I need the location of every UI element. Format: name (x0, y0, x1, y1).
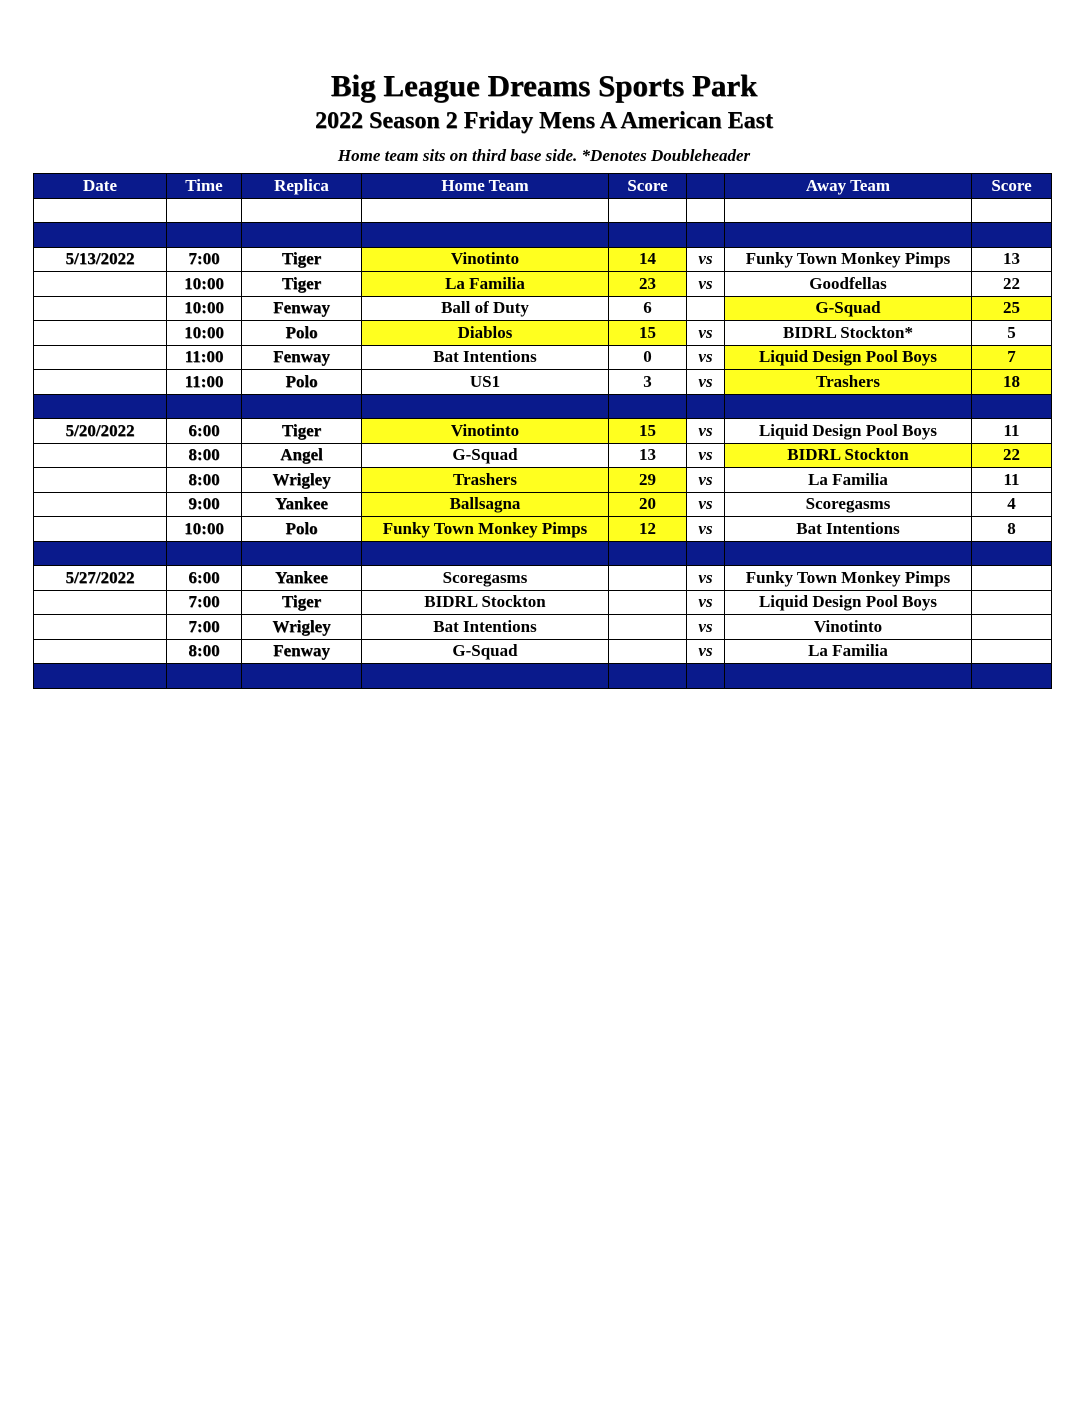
cell-away-team: G-Squad (725, 296, 972, 321)
cell-vs: vs (687, 517, 725, 542)
cell-home-team: Vinotinto (362, 419, 609, 444)
cell-home-score: 14 (609, 247, 687, 272)
cell-date: 5/27/2022 (34, 566, 167, 591)
week-separator (34, 223, 1052, 248)
cell-time: 10:00 (167, 272, 242, 297)
cell-time: 10:00 (167, 296, 242, 321)
game-row (34, 566, 1052, 591)
cell-date (34, 370, 167, 395)
cell-replica: Polo (242, 321, 362, 346)
cell-away-score (972, 590, 1052, 615)
game-row (34, 517, 1052, 542)
header-row (34, 174, 1052, 199)
cell-replica: Tiger (242, 419, 362, 444)
cell-vs: vs (687, 345, 725, 370)
cell-vs: vs (687, 247, 725, 272)
cell-time: 7:00 (167, 247, 242, 272)
cell-date (34, 468, 167, 493)
cell-replica: Polo (242, 517, 362, 542)
cell-date: 5/13/2022 (34, 247, 167, 272)
cell-away-score: 8 (972, 517, 1052, 542)
cell-away-score: 22 (972, 443, 1052, 468)
cell-time: 11:00 (167, 345, 242, 370)
cell-vs: vs (687, 370, 725, 395)
cell-away-team: La Familia (725, 468, 972, 493)
col-header-away-score: Score (972, 174, 1052, 199)
cell-away-team: Trashers (725, 370, 972, 395)
col-header-replica: Replica (242, 174, 362, 199)
page-title: Big League Dreams Sports Park (330, 68, 758, 103)
cell-vs: vs (687, 272, 725, 297)
page-subtitle: 2022 Season 2 Friday Mens A American East (314, 108, 773, 134)
cell-home-team: G-Squad (362, 639, 609, 664)
cell-home-score: 13 (609, 443, 687, 468)
cell-date (34, 443, 167, 468)
cell-away-team: Liquid Design Pool Boys (725, 419, 972, 444)
cell-home-score: 15 (609, 321, 687, 346)
cell-away-score (972, 615, 1052, 640)
game-row (34, 468, 1052, 493)
cell-home-score (609, 566, 687, 591)
week-separator (34, 664, 1052, 689)
cell-away-score (972, 639, 1052, 664)
cell-vs: vs (687, 468, 725, 493)
cell-away-team: BIDRL Stockton* (725, 321, 972, 346)
cell-away-team: Liquid Design Pool Boys (725, 590, 972, 615)
game-row (34, 443, 1052, 468)
cell-away-team: Goodfellas (725, 272, 972, 297)
cell-replica: Fenway (242, 296, 362, 321)
schedule-body (34, 198, 1052, 688)
cell-home-score: 6 (609, 296, 687, 321)
cell-away-team: Funky Town Monkey Pimps (725, 566, 972, 591)
game-row (34, 419, 1052, 444)
cell-home-team: Trashers (362, 468, 609, 493)
game-row (34, 345, 1052, 370)
cell-away-team: Scoregasms (725, 492, 972, 517)
cell-date (34, 590, 167, 615)
week-separator (34, 394, 1052, 419)
cell-vs: vs (687, 639, 725, 664)
cell-date (34, 492, 167, 517)
cell-away-team: Bat Intentions (725, 517, 972, 542)
schedule-note: Home team sits on third base side. *Denotes Doubleheader (337, 146, 751, 165)
game-row (34, 590, 1052, 615)
cell-home-team: Ballsagna (362, 492, 609, 517)
cell-replica: Polo (242, 370, 362, 395)
cell-vs: vs (687, 615, 725, 640)
game-row (34, 639, 1052, 664)
cell-home-score: 23 (609, 272, 687, 297)
cell-away-score: 11 (972, 419, 1052, 444)
cell-replica: Yankee (242, 492, 362, 517)
cell-home-score: 20 (609, 492, 687, 517)
cell-home-team: La Familia (362, 272, 609, 297)
cell-date (34, 615, 167, 640)
cell-home-team: Bat Intentions (362, 615, 609, 640)
cell-away-score: 11 (972, 468, 1052, 493)
cell-away-team: Funky Town Monkey Pimps (725, 247, 972, 272)
cell-vs: vs (687, 321, 725, 346)
cell-away-score: 13 (972, 247, 1052, 272)
cell-replica: Tiger (242, 272, 362, 297)
cell-home-team: Ball of Duty (362, 296, 609, 321)
week-separator (34, 541, 1052, 566)
cell-home-score: 29 (609, 468, 687, 493)
cell-away-score (972, 566, 1052, 591)
cell-replica: Tiger (242, 590, 362, 615)
cell-home-score: 15 (609, 419, 687, 444)
cell-home-team: Diablos (362, 321, 609, 346)
cell-vs (687, 296, 725, 321)
cell-replica: Yankee (242, 566, 362, 591)
cell-replica: Angel (242, 443, 362, 468)
cell-date (34, 296, 167, 321)
cell-away-score: 25 (972, 296, 1052, 321)
game-row (34, 321, 1052, 346)
cell-home-score (609, 590, 687, 615)
cell-away-score: 4 (972, 492, 1052, 517)
cell-time: 6:00 (167, 419, 242, 444)
cell-date (34, 321, 167, 346)
col-header-vs (687, 174, 725, 199)
cell-time: 8:00 (167, 639, 242, 664)
cell-time: 9:00 (167, 492, 242, 517)
cell-home-team: US1 (362, 370, 609, 395)
cell-replica: Wrigley (242, 615, 362, 640)
cell-replica: Fenway (242, 639, 362, 664)
cell-home-team: G-Squad (362, 443, 609, 468)
cell-home-team: BIDRL Stockton (362, 590, 609, 615)
cell-time: 7:00 (167, 590, 242, 615)
col-header-home-score: Score (609, 174, 687, 199)
cell-vs: vs (687, 566, 725, 591)
cell-vs: vs (687, 443, 725, 468)
game-row (34, 272, 1052, 297)
cell-replica: Tiger (242, 247, 362, 272)
cell-date (34, 517, 167, 542)
cell-time: 11:00 (167, 370, 242, 395)
cell-vs: vs (687, 419, 725, 444)
cell-time: 8:00 (167, 468, 242, 493)
cell-home-team: Scoregasms (362, 566, 609, 591)
cell-home-team: Bat Intentions (362, 345, 609, 370)
cell-replica: Wrigley (242, 468, 362, 493)
game-row (34, 492, 1052, 517)
cell-home-score: 0 (609, 345, 687, 370)
game-row (34, 296, 1052, 321)
cell-date: 5/20/2022 (34, 419, 167, 444)
cell-date (34, 272, 167, 297)
cell-vs: vs (687, 590, 725, 615)
cell-away-score: 22 (972, 272, 1052, 297)
cell-away-score: 5 (972, 321, 1052, 346)
cell-away-team: Vinotinto (725, 615, 972, 640)
col-header-home-team: Home Team (362, 174, 609, 199)
cell-away-team: La Familia (725, 639, 972, 664)
cell-home-team: Funky Town Monkey Pimps (362, 517, 609, 542)
cell-home-score (609, 639, 687, 664)
cell-home-score: 12 (609, 517, 687, 542)
col-header-date: Date (34, 174, 167, 199)
cell-time: 10:00 (167, 517, 242, 542)
cell-time: 10:00 (167, 321, 242, 346)
game-row (34, 247, 1052, 272)
cell-vs: vs (687, 492, 725, 517)
cell-time: 7:00 (167, 615, 242, 640)
game-row (34, 370, 1052, 395)
cell-away-score: 7 (972, 345, 1052, 370)
cell-home-team: Vinotinto (362, 247, 609, 272)
blank-row (34, 198, 1052, 223)
cell-home-score (609, 615, 687, 640)
cell-date (34, 345, 167, 370)
cell-replica: Fenway (242, 345, 362, 370)
col-header-away-team: Away Team (725, 174, 972, 199)
cell-away-score: 18 (972, 370, 1052, 395)
cell-away-team: BIDRL Stockton (725, 443, 972, 468)
game-row (34, 615, 1052, 640)
schedule-table (33, 173, 1052, 689)
cell-home-score: 3 (609, 370, 687, 395)
col-header-time: Time (167, 174, 242, 199)
cell-time: 8:00 (167, 443, 242, 468)
cell-away-team: Liquid Design Pool Boys (725, 345, 972, 370)
cell-time: 6:00 (167, 566, 242, 591)
cell-date (34, 639, 167, 664)
